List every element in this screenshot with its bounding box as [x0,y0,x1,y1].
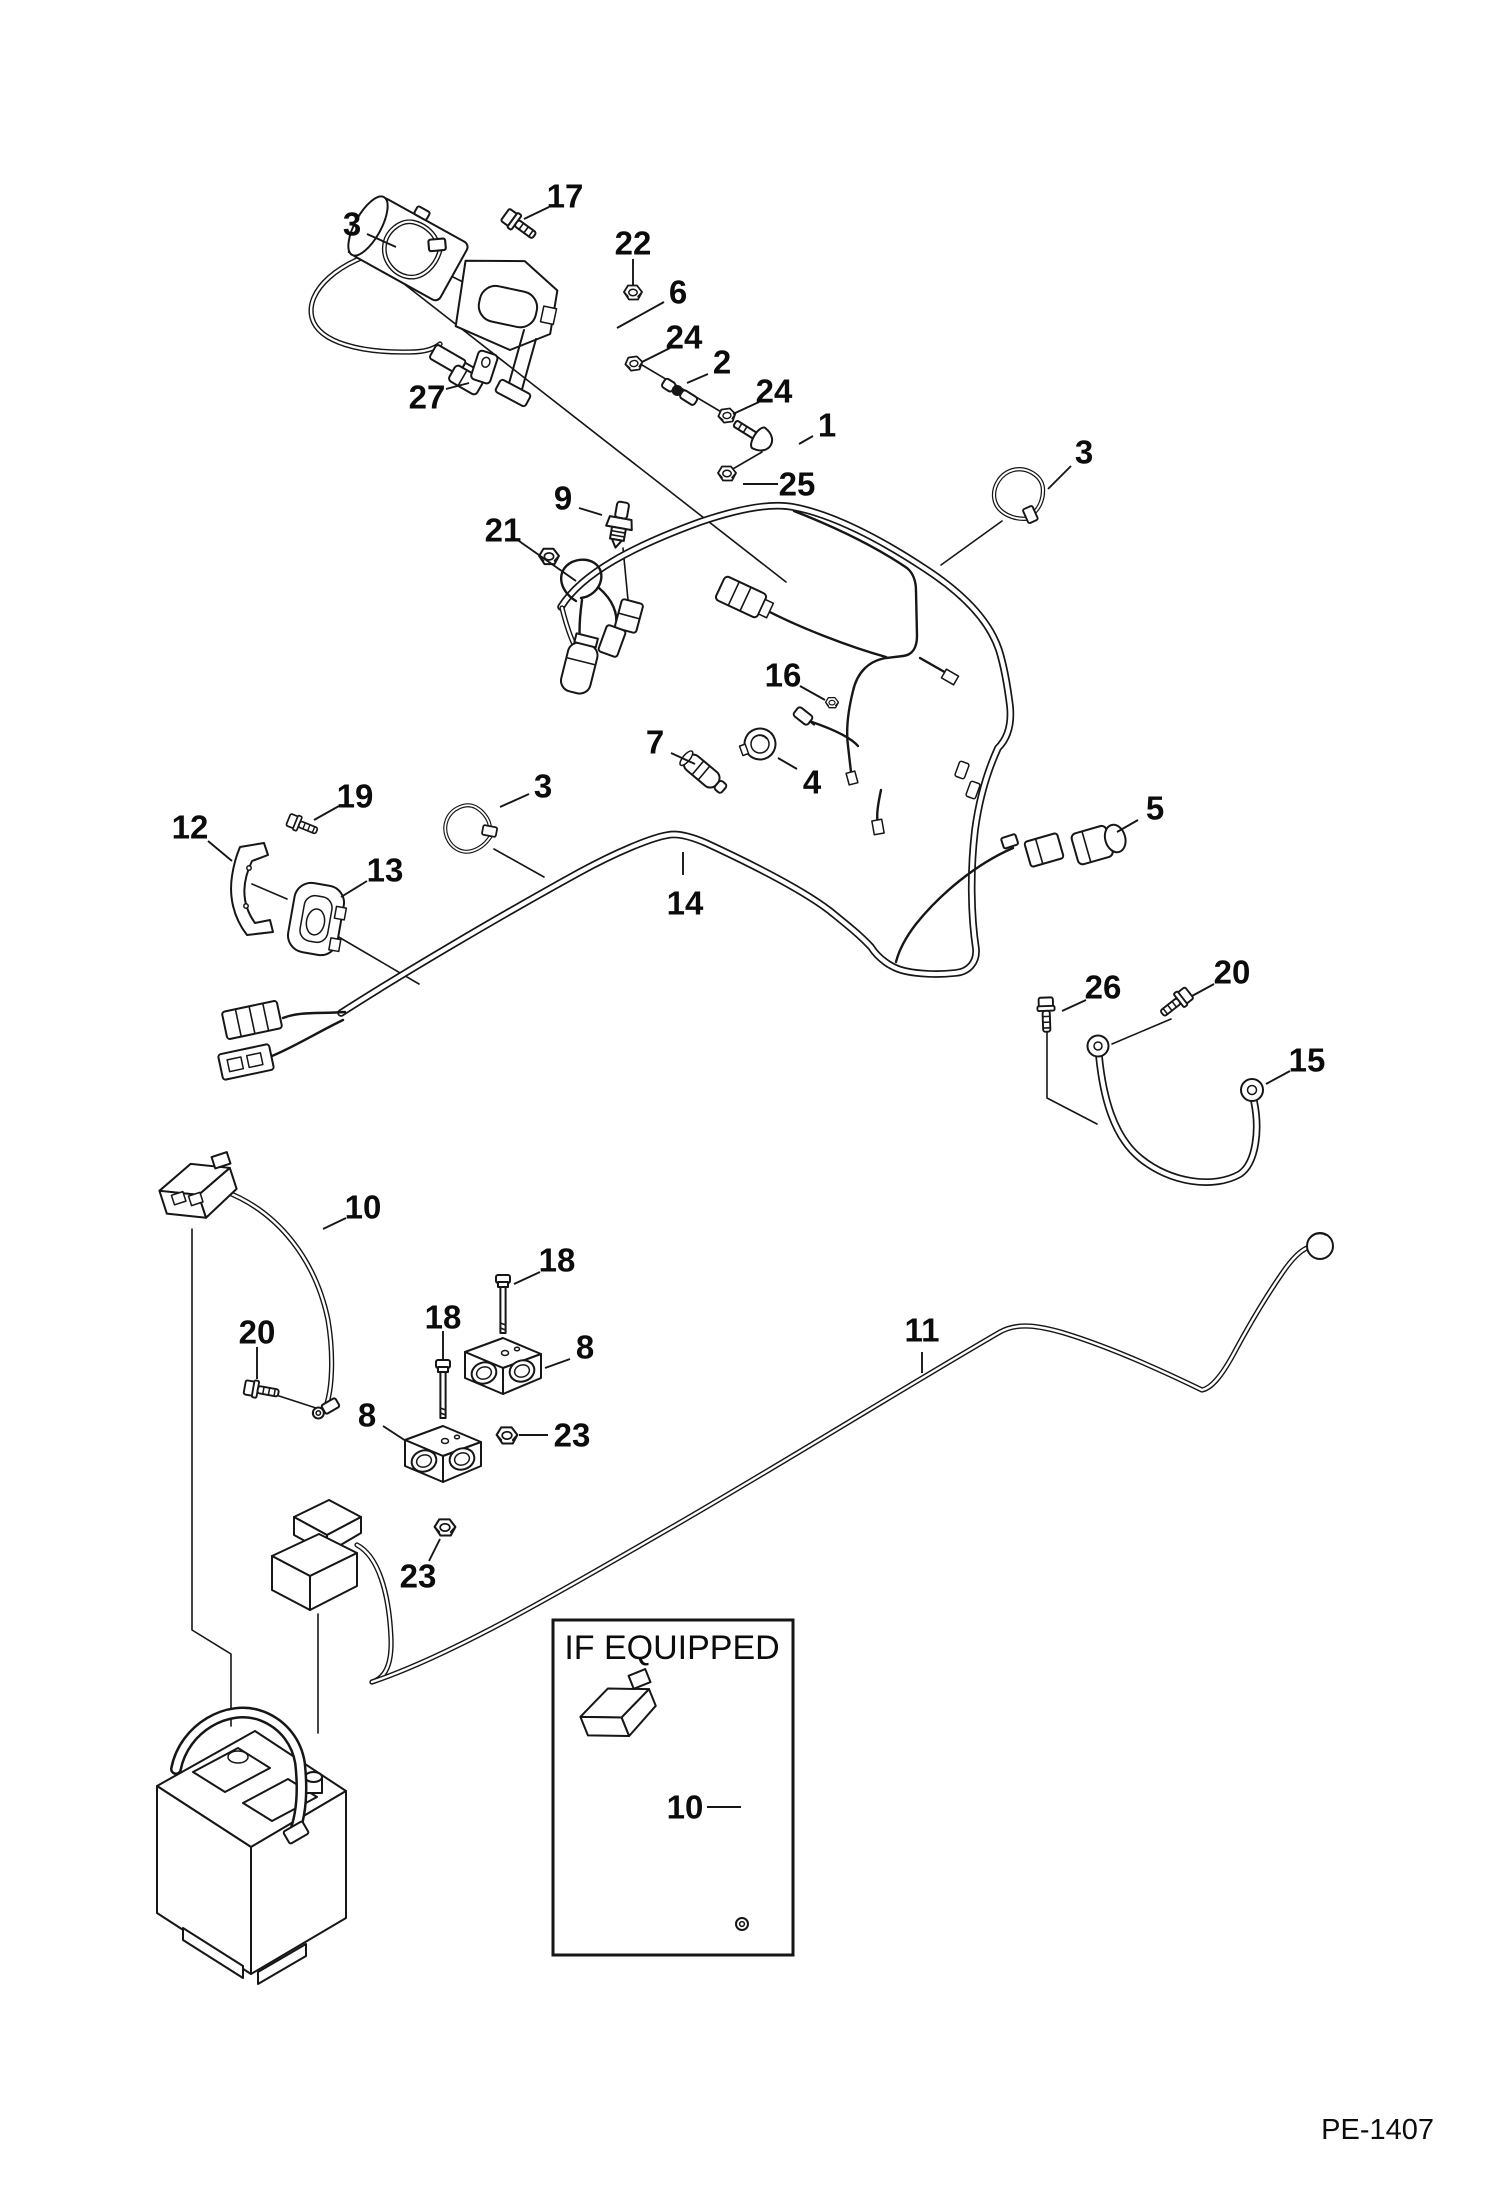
callout-label-10: 10 [666,1788,704,1826]
clip-27 [470,350,498,385]
callout-label-23: 23 [399,1557,437,1595]
callout-label-3: 3 [1074,433,1094,471]
callout-label-5: 5 [1145,789,1165,827]
callout-label-1: 1 [817,406,837,444]
callout-leader-18 [514,1272,540,1284]
callout-label-11: 11 [904,1311,940,1349]
inset-border [553,1620,793,1955]
callout-label-16: 16 [764,656,802,694]
battery-cable-positive [154,1152,340,1420]
callout-leader-3 [500,794,529,807]
callout-leader-20 [1192,984,1214,996]
callout-label-21: 21 [484,511,522,549]
callout-label-22: 22 [614,224,652,262]
callout-leader-10 [323,1218,346,1229]
callout-label-15: 15 [1288,1041,1326,1079]
callout-label-8: 8 [357,1396,377,1434]
callout-leader-26 [1062,1000,1086,1011]
callout-label-17: 17 [546,177,584,215]
callout-label-20: 20 [1213,953,1251,991]
callout-label-3: 3 [342,205,362,243]
callout-label-10: 10 [344,1188,382,1226]
if-equipped-inset [553,1620,793,1955]
callout-label-12: 12 [171,808,209,846]
callout-leader-8 [545,1359,570,1368]
callout-label-23: 23 [553,1416,591,1454]
callout-label-25: 25 [778,465,816,503]
callout-leader-6 [617,302,664,328]
callout-leader-21 [519,541,576,581]
callout-label-2: 2 [712,343,732,381]
callout-label-20: 20 [238,1313,276,1351]
callout-label-4: 4 [802,763,822,801]
bracket-and-grommet [218,812,350,1080]
callout-label-13: 13 [366,851,404,889]
callout-leader-4 [778,758,797,769]
callout-label-6: 6 [668,273,688,311]
page-code: PE-1407 [1321,2114,1434,2146]
callout-leader-13 [341,881,367,897]
callout-label-3: 3 [533,767,553,805]
callout-label-14: 14 [666,884,704,922]
callout-leader-2 [687,374,708,383]
callout-label-7: 7 [645,723,665,761]
ground-strap [1037,986,1263,1101]
callout-label-18: 18 [538,1241,576,1279]
callout-leader-5 [1117,820,1138,832]
callout-label-19: 19 [336,777,374,815]
callout-leader-17 [524,207,549,219]
callout-leader-15 [1266,1071,1290,1084]
callout-leader-12 [208,841,232,861]
callout-leader-8 [383,1426,406,1441]
callout-label-18: 18 [424,1298,462,1336]
terminal-bolt-1 [729,413,777,456]
inset-title: IF EQUIPPED [564,1629,780,1667]
callout-label-26: 26 [1084,968,1122,1006]
callout-label-24: 24 [665,318,703,356]
callout-leader-19 [314,806,339,820]
callout-label-24: 24 [755,372,793,410]
callout-leader-3 [1048,466,1071,489]
callout-leader-16 [800,686,825,700]
callout-label-27: 27 [408,378,446,416]
connector-2 [661,377,699,406]
cable-end-boot [1307,1233,1333,1259]
callout-leader-9 [579,508,602,515]
callout-label-9: 9 [553,479,573,517]
callout-leader-1 [799,436,813,444]
battery [157,1713,346,1984]
relay-assembly [272,1500,361,1610]
callout-label-8: 8 [575,1328,595,1366]
fuel-shutoff-solenoid [341,183,565,407]
